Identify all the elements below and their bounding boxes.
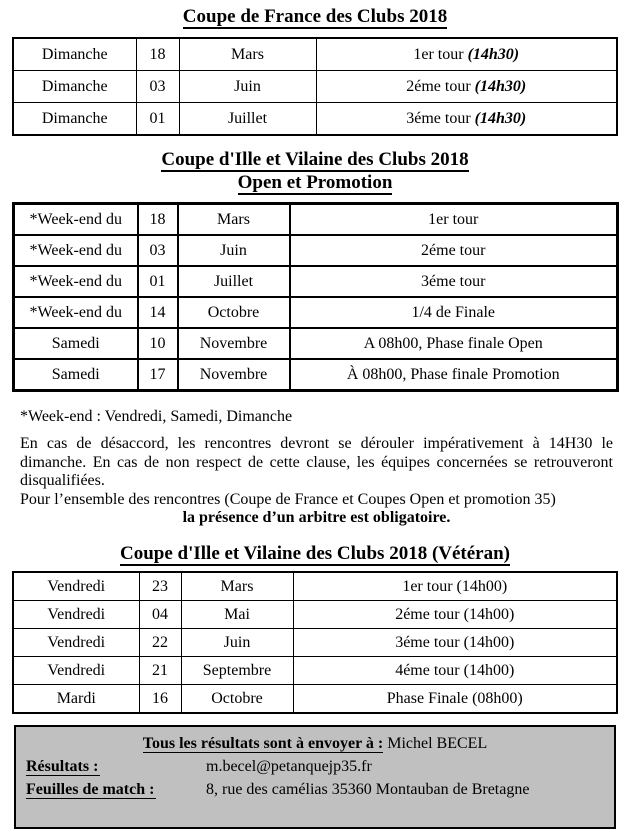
cell-day: *Week-end du: [14, 297, 138, 328]
cell-date: 03: [136, 71, 179, 103]
cell-event: 1er tour (14h00): [293, 572, 617, 601]
contact-header: [26, 732, 604, 755]
cell-event: [316, 38, 617, 71]
table-row: [14, 359, 618, 391]
table-row: [13, 71, 617, 103]
sheets-address: 8, rue des camélias 35360 Montauban de Bretagne: [206, 780, 530, 798]
event-label: 3éme tour: [406, 110, 471, 127]
cell-event: 1er tour: [290, 204, 618, 236]
event-time: (14h30): [467, 46, 520, 63]
cell-day: Dimanche: [13, 38, 136, 71]
cell-date: 18: [136, 38, 179, 71]
table-row: [13, 572, 617, 601]
cell-month: Septembre: [181, 656, 293, 684]
cell-date: 21: [139, 656, 181, 684]
cell-month: Novembre: [178, 359, 290, 391]
contact-header-label: Tous les résultats sont à envoyer à :: [142, 734, 384, 752]
cell-month: Mars: [179, 38, 316, 71]
coupe-france-title-text: Coupe de France des Clubs 2018: [182, 6, 448, 27]
cell-day: *Week-end du: [14, 266, 138, 297]
contact-box: [14, 725, 616, 829]
cell-date: 18: [138, 204, 178, 236]
event-time: (14h30): [474, 78, 527, 95]
cell-day: Vendredi: [13, 628, 139, 656]
coupe-veteran-title: [0, 543, 630, 566]
coupe-iv-title-line2: [0, 172, 630, 195]
coupe-iv-title-line2-text: Open et Promotion: [237, 172, 393, 193]
table-row: [13, 103, 617, 136]
contact-sheets-row: [26, 778, 604, 801]
cell-date: 04: [139, 600, 181, 628]
cell-day: Vendredi: [13, 656, 139, 684]
cell-date: 03: [138, 235, 178, 266]
cell-day: Vendredi: [13, 600, 139, 628]
cell-day: *Week-end du: [14, 235, 138, 266]
cell-event: [316, 103, 617, 136]
cell-day: Mardi: [13, 684, 139, 713]
cell-date: 17: [138, 359, 178, 391]
cell-month: Mars: [178, 204, 290, 236]
table-row: [14, 297, 618, 328]
cell-month: Octobre: [181, 684, 293, 713]
event-label: 2éme tour: [406, 78, 471, 95]
cell-date: 01: [138, 266, 178, 297]
table-row: [14, 235, 618, 266]
table-row: [14, 204, 618, 236]
sheets-label: [26, 778, 206, 801]
results-email: m.becel@petanquejp35.fr: [206, 757, 372, 775]
table-row: [13, 38, 617, 71]
cell-day: Vendredi: [13, 572, 139, 601]
cell-event: 2éme tour (14h00): [293, 600, 617, 628]
results-label: [26, 755, 206, 778]
cell-date: 10: [138, 328, 178, 359]
cell-date: 01: [136, 103, 179, 136]
results-label-text: Résultats :: [26, 757, 99, 775]
cell-month: Juin: [179, 71, 316, 103]
cell-event: 3éme tour (14h00): [293, 628, 617, 656]
table-row: [14, 266, 618, 297]
contact-header-value: Michel BECEL: [387, 734, 488, 752]
sheets-label-text: Feuilles de match :: [26, 780, 155, 798]
cell-month: Novembre: [178, 328, 290, 359]
coupe-france-table: [12, 37, 618, 136]
cell-month: Juin: [178, 235, 290, 266]
coupe-france-title: [0, 6, 630, 29]
coupe-iv-title-line1: [0, 149, 630, 172]
cell-month: Mai: [181, 600, 293, 628]
cell-day: Dimanche: [13, 71, 136, 103]
coupe-veteran-table: [12, 571, 618, 714]
weekend-note: *Week-end : Vendredi, Samedi, Dimanche: [20, 408, 293, 425]
cell-day: Samedi: [14, 328, 138, 359]
cell-month: Octobre: [178, 297, 290, 328]
cell-date: 14: [138, 297, 178, 328]
table-row: [13, 628, 617, 656]
rules-paragraph-2: Pour l’ensemble des rencontres (Coupe de France et Coupes Open et promotion 35): [20, 490, 556, 508]
rules-paragraph: En cas de désaccord, les rencontres devront se dérouler impérativement à 14H30 le dimanche. En cas de non respect de cette clause, les équipes concernées se retrouveront disqualifiées.: [20, 435, 613, 489]
cell-event: 3éme tour: [290, 266, 618, 297]
contact-results-row: [26, 755, 604, 778]
table-row: [14, 328, 618, 359]
cell-date: 22: [139, 628, 181, 656]
cell-day: *Week-end du: [14, 204, 138, 236]
cell-event: 4éme tour (14h00): [293, 656, 617, 684]
cell-event: [316, 71, 617, 103]
coupe-iv-table: [12, 202, 619, 392]
cell-day: Samedi: [14, 359, 138, 391]
table-row: [13, 684, 617, 713]
table-row: [13, 656, 617, 684]
cell-month: Juillet: [179, 103, 316, 136]
cell-event: Phase Finale (08h00): [293, 684, 617, 713]
coupe-iv-title-line1-text: Coupe d'Ille et Vilaine des Clubs 2018: [161, 149, 469, 170]
cell-date: 16: [139, 684, 181, 713]
cell-event: A 08h00, Phase finale Open: [290, 328, 618, 359]
cell-day: Dimanche: [13, 103, 136, 136]
cell-date: 23: [139, 572, 181, 601]
arbiter-requirement: la présence d’un arbitre est obligatoire.: [182, 509, 451, 526]
cell-event: 2éme tour: [290, 235, 618, 266]
coupe-veteran-title-text: Coupe d'Ille et Vilaine des Clubs 2018 (Vétéran): [119, 542, 511, 564]
cell-month: Juillet: [178, 266, 290, 297]
event-time: (14h30): [474, 110, 527, 127]
cell-event: 1/4 de Finale: [290, 297, 618, 328]
cell-event: À 08h00, Phase finale Promotion: [290, 359, 618, 391]
cell-month: Mars: [181, 572, 293, 601]
event-label: 1er tour: [413, 46, 464, 63]
cell-month: Juin: [181, 628, 293, 656]
table-row: [13, 600, 617, 628]
